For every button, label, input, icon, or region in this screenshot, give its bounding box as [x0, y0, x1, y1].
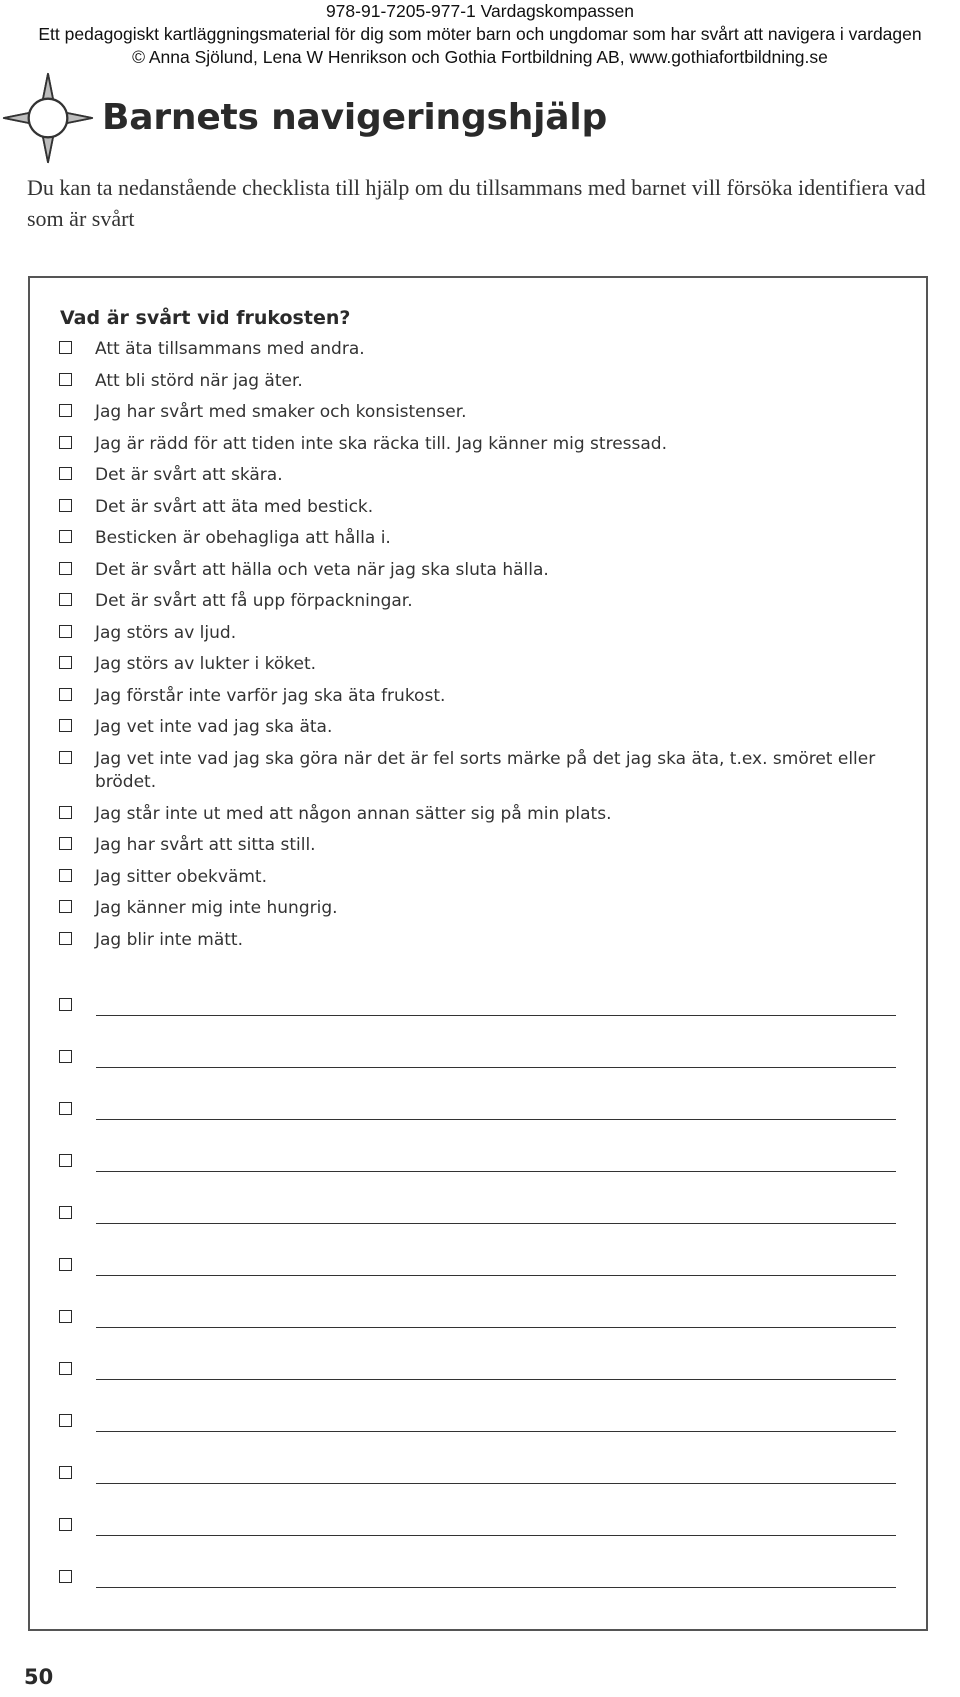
checklist-item — [58, 803, 898, 827]
subtitle-line: Ett pedagogiskt kartläggningsmaterial för dig som möter barn och ungdomar som har svårt att navigera i vardagen — [38, 24, 922, 44]
checklist-item-label: Jag störs av ljud. — [95, 622, 237, 643]
blank-checklist-row — [58, 995, 898, 1015]
checklist-item-label: Jag har svårt att sitta still. — [95, 835, 316, 855]
checkbox[interactable] — [59, 1362, 72, 1375]
checklist-item-label: Jag vet inte vad jag ska äta. — [95, 717, 333, 737]
checkbox[interactable] — [59, 467, 72, 480]
intro-text: Du kan ta nedanstående checklista till hjälp om du tillsammans med barnet vill försöka identifiera vad som är svårt — [27, 175, 926, 231]
checklist-item-label: Jag blir inte mätt. — [95, 929, 243, 950]
checkbox[interactable] — [59, 499, 72, 512]
blank-checklist-row — [58, 1515, 898, 1535]
checkbox[interactable] — [59, 837, 72, 850]
checklist-item-label: Att bli störd när jag äter. — [95, 370, 303, 391]
copyright-line: © Anna Sjölund, Lena W Henrikson och Gothia Fortbildning AB, www.gothiafortbildning.se — [132, 47, 828, 67]
checklist-item-label: Jag har svårt med smaker och konsistenser. — [95, 402, 467, 422]
checklist-heading: Vad är svårt vid frukosten? — [60, 307, 351, 329]
checklist-item — [58, 401, 898, 425]
write-in-line[interactable] — [96, 1171, 896, 1172]
checkbox[interactable] — [59, 1206, 72, 1219]
blank-checklist-row — [58, 1099, 898, 1119]
checkbox[interactable] — [59, 656, 72, 669]
page-number: 50 — [24, 1665, 54, 1689]
isbn-line: 978-91-7205-977-1 Vardagskompassen — [325, 1, 635, 21]
checkbox[interactable] — [59, 1258, 72, 1271]
checklist-item-label: Jag störs av lukter i köket. — [95, 654, 317, 674]
checklist-items — [58, 338, 898, 960]
checklist-item — [58, 834, 898, 858]
blank-checklist-row — [58, 1307, 898, 1327]
checklist-item — [58, 433, 898, 457]
checkbox[interactable] — [59, 1154, 72, 1167]
write-in-line[interactable] — [96, 1015, 896, 1016]
checklist-item — [58, 464, 898, 488]
blank-checklist-row — [58, 1255, 898, 1275]
checklist-item-label: Jag står inte ut med att någon annan sätter sig på min plats. — [95, 803, 612, 824]
checklist-item — [58, 685, 898, 709]
checkbox[interactable] — [59, 562, 72, 575]
checkbox[interactable] — [59, 1466, 72, 1479]
checklist-item-label: Det är svårt att äta med bestick. — [95, 496, 374, 517]
write-in-line[interactable] — [96, 1379, 896, 1380]
checklist-item — [58, 496, 898, 520]
checklist-item — [58, 929, 898, 953]
checklist-item — [58, 653, 898, 677]
checklist-item-label: Det är svårt att få upp förpackningar. — [95, 591, 413, 611]
document-header — [0, 0, 960, 69]
checklist-item — [58, 622, 898, 646]
checkbox[interactable] — [59, 593, 72, 606]
checkbox[interactable] — [59, 1518, 72, 1531]
checklist-item — [58, 338, 898, 362]
checkbox[interactable] — [59, 530, 72, 543]
checkbox[interactable] — [59, 751, 72, 764]
checkbox[interactable] — [59, 625, 72, 638]
write-in-line[interactable] — [96, 1275, 896, 1276]
checklist-item — [58, 590, 898, 614]
blank-checklist-row — [58, 1047, 898, 1067]
checklist-item-label: Att äta tillsammans med andra. — [95, 339, 365, 359]
checkbox[interactable] — [59, 1102, 72, 1115]
checklist-item — [58, 370, 898, 394]
checkbox[interactable] — [59, 998, 72, 1011]
write-in-line[interactable] — [96, 1067, 896, 1068]
write-in-line[interactable] — [96, 1327, 896, 1328]
write-in-line[interactable] — [96, 1119, 896, 1120]
checkbox[interactable] — [59, 373, 72, 386]
checkbox[interactable] — [59, 1570, 72, 1583]
write-in-line[interactable] — [96, 1483, 896, 1484]
write-in-line[interactable] — [96, 1431, 896, 1432]
page-title: Barnets navigeringshjälp — [102, 97, 608, 138]
checklist-item-label: Jag är rädd för att tiden inte ska räcka till. Jag känner mig stressad. — [95, 433, 667, 454]
checklist-item-label: Besticken är obehagliga att hålla i. — [95, 528, 391, 548]
checkbox[interactable] — [59, 341, 72, 354]
write-in-line[interactable] — [96, 1587, 896, 1588]
checklist-item — [58, 897, 898, 921]
checklist-item — [58, 866, 898, 890]
checkbox[interactable] — [59, 869, 72, 882]
blank-checklist-row — [58, 1359, 898, 1379]
checklist-item — [58, 559, 898, 583]
blank-checklist-row — [58, 1411, 898, 1431]
checklist-item-label: Jag vet inte vad jag ska göra när det är fel sorts märke på det jag ska äta, t.ex. smöret eller brödet. — [95, 748, 876, 792]
checkbox[interactable] — [59, 900, 72, 913]
blank-checklist-row — [58, 1567, 898, 1587]
blank-checklist-row — [58, 1463, 898, 1483]
blank-checklist-row — [58, 1203, 898, 1223]
checkbox[interactable] — [59, 1414, 72, 1427]
checkbox[interactable] — [59, 436, 72, 449]
checklist-item-label: Det är svårt att skära. — [95, 465, 283, 485]
checkbox[interactable] — [59, 1310, 72, 1323]
write-in-line[interactable] — [96, 1535, 896, 1536]
blank-checklist-row — [58, 1151, 898, 1171]
compass-rose-icon — [2, 72, 94, 164]
checkbox[interactable] — [59, 404, 72, 417]
write-in-line[interactable] — [96, 1223, 896, 1224]
checkbox[interactable] — [59, 806, 72, 819]
checkbox[interactable] — [59, 719, 72, 732]
checkbox[interactable] — [59, 1050, 72, 1063]
checklist-item — [58, 716, 898, 740]
checkbox[interactable] — [59, 932, 72, 945]
checklist-item — [58, 527, 898, 551]
checklist-item-label: Jag känner mig inte hungrig. — [95, 898, 338, 918]
checkbox[interactable] — [59, 688, 72, 701]
checklist-item — [58, 748, 898, 795]
checklist-item-label: Jag sitter obekvämt. — [95, 866, 267, 887]
checklist-item-label: Det är svårt att hälla och veta när jag ska sluta hälla. — [95, 559, 549, 580]
checklist-item-label: Jag förstår inte varför jag ska äta frukost. — [95, 685, 446, 706]
